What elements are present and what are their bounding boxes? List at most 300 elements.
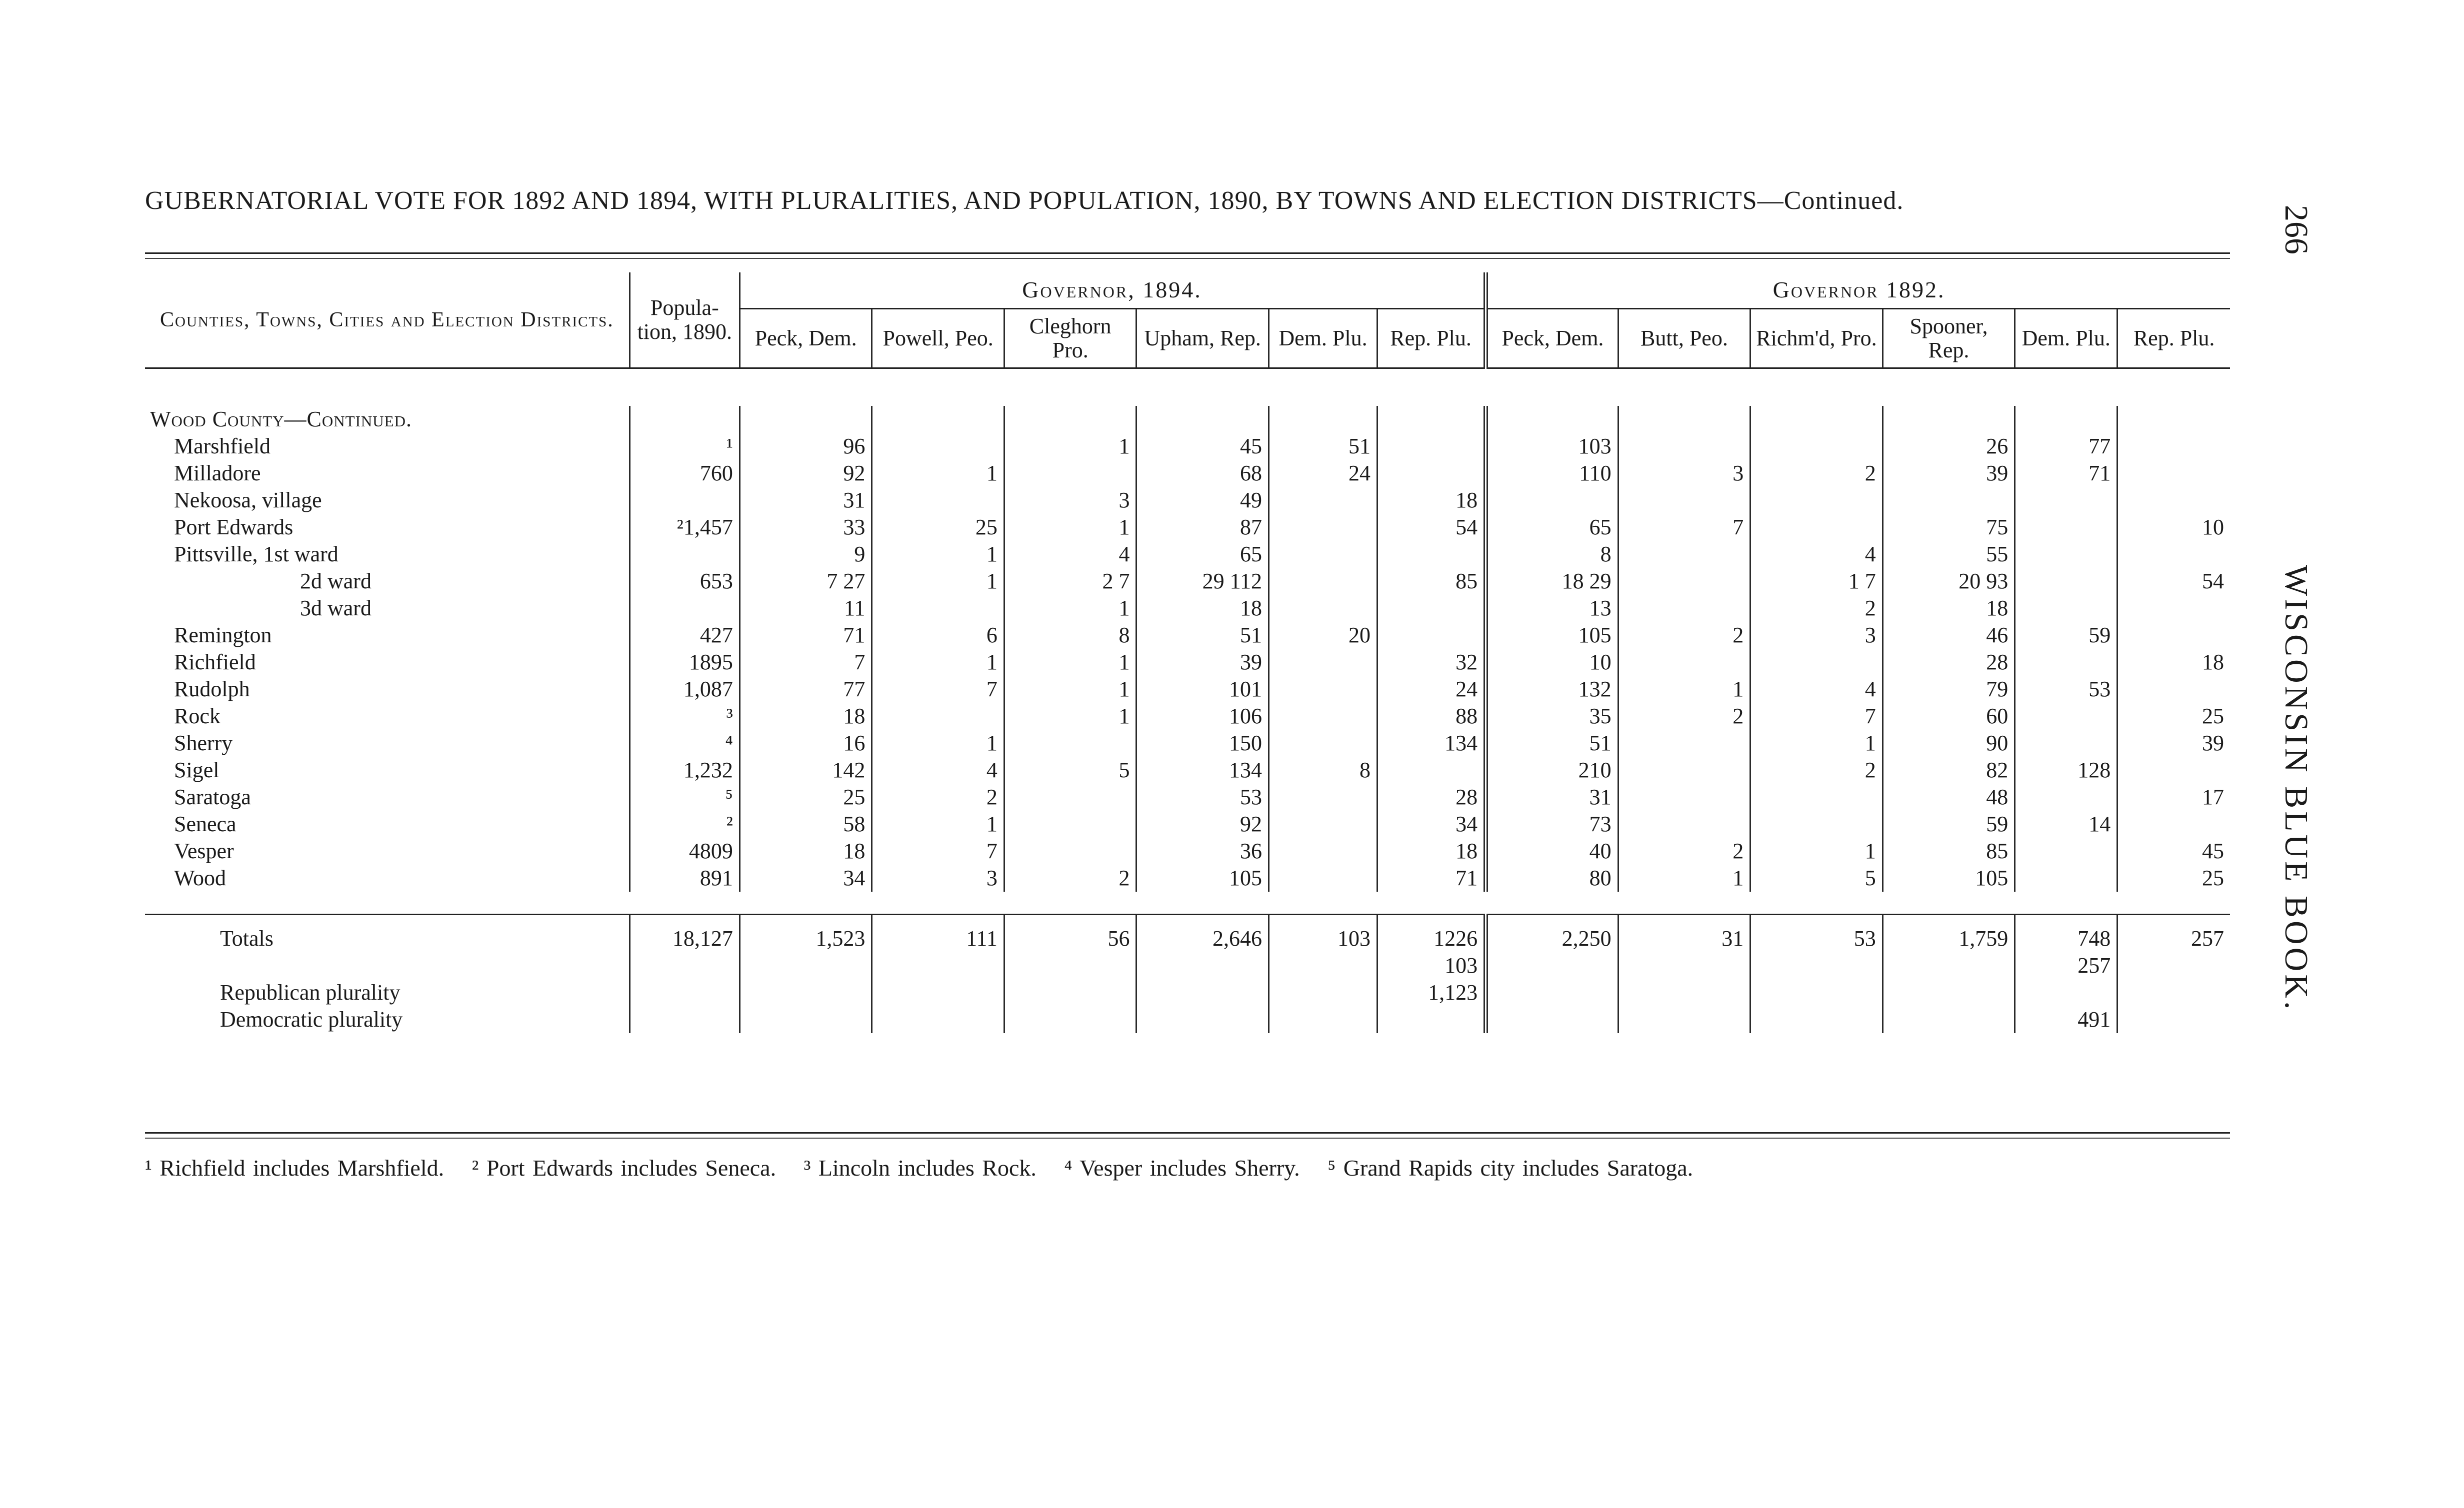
cell-1892-peck: 13 — [1486, 595, 1618, 622]
cell-1892-rep-plu: 45 — [2118, 838, 2230, 865]
row-name: 2d ward — [300, 569, 372, 594]
cell-1892-richmond — [1750, 433, 1883, 460]
cell-1894-dem-plu — [1268, 703, 1377, 730]
cell-1892-peck: 31 — [1486, 784, 1618, 811]
cell-1892-butt — [1618, 784, 1750, 811]
vote-table — [145, 272, 2230, 1033]
cell-1894-cleghorn — [1004, 838, 1136, 865]
page-title: GUBERNATORIAL VOTE FOR 1892 AND 1894, WITH PLURALITIES, AND POPULATION, 1890, BY TOWNS AND ELECTION DISTRICTS—Continued. — [145, 186, 1904, 215]
cell-1892-butt: 2 — [1618, 622, 1750, 649]
cell-1894-dem-plu — [1268, 865, 1377, 892]
cell-1892-peck: 10 — [1486, 649, 1618, 676]
cell-1894-rep-plu: 85 — [1378, 568, 1486, 595]
cell-1894-peck: 71 — [740, 622, 872, 649]
cell-1892-rep-plu — [2118, 487, 2230, 514]
cell-1894-upham: 36 — [1136, 838, 1269, 865]
cell-1892-richmond: 1 — [1750, 838, 1883, 865]
cell-1892-spooner: 105 — [1882, 865, 2015, 892]
cell-1892-peck: 35 — [1486, 703, 1618, 730]
cell-1894-upham: 68 — [1136, 460, 1269, 487]
cell-1894-powell — [872, 433, 1004, 460]
cell-1894-dem-plu — [1268, 514, 1377, 541]
cell-1892-rep-plu — [2118, 622, 2230, 649]
cell-1894-rep-plu: 18 — [1378, 487, 1486, 514]
cell-1894-rep-plu — [1378, 622, 1486, 649]
row-population: 891 — [630, 865, 740, 892]
cell-1892-rep-plu: 25 — [2118, 703, 2230, 730]
cell-1894-cleghorn: 1 — [1004, 649, 1136, 676]
cell-1892-dem-plu: 71 — [2015, 460, 2118, 487]
cell-1894-dem-plu: 51 — [1268, 433, 1377, 460]
cell-1894-rep-plu — [1378, 433, 1486, 460]
cell-1892-dem-plu — [2015, 514, 2118, 541]
row-name: Nekoosa, village — [174, 488, 322, 513]
row-name: Richfield — [174, 650, 256, 675]
cell-1892-dem-plu — [2015, 703, 2118, 730]
cell-1892-richmond: 2 — [1750, 757, 1883, 784]
cell-1892-peck: 51 — [1486, 730, 1618, 757]
row-population: 760 — [630, 460, 740, 487]
cell-1892-peck: 73 — [1486, 811, 1618, 838]
cell-1894-cleghorn: 1 — [1004, 433, 1136, 460]
cell-1892-richmond: 5 — [1750, 865, 1883, 892]
cell-1892-dem-plu — [2015, 487, 2118, 514]
cell-1894-peck: 33 — [740, 514, 872, 541]
spacer-row — [145, 368, 2230, 406]
cell-1894-upham: 45 — [1136, 433, 1269, 460]
cell-1892-spooner: 18 — [1882, 595, 2015, 622]
cell-1894-rep-plu: 34 — [1378, 811, 1486, 838]
cell-1894-cleghorn: 1 — [1004, 676, 1136, 703]
cell-1894-upham: 150 — [1136, 730, 1269, 757]
cell-1892-butt — [1618, 568, 1750, 595]
totals-population: 18,127 — [630, 915, 740, 953]
cell-1892-spooner: 82 — [1882, 757, 2015, 784]
democratic-plurality-row — [145, 1006, 2230, 1033]
republican-plurality-row — [145, 979, 2230, 1006]
totals-row — [145, 915, 2230, 953]
cell-1894-cleghorn: 5 — [1004, 757, 1136, 784]
cell-1894-powell: 1 — [872, 730, 1004, 757]
cell-1892-butt — [1618, 487, 1750, 514]
cell-1894-powell: 1 — [872, 568, 1004, 595]
cell-1894-powell: 6 — [872, 622, 1004, 649]
book-title: WISCONSIN BLUE BOOK. — [2278, 565, 2314, 1013]
cell-1894-rep-plu: 71 — [1378, 865, 1486, 892]
cell-1894-powell: 3 — [872, 865, 1004, 892]
row-name: Seneca — [174, 812, 236, 837]
cell-1892-rep-plu: 54 — [2118, 568, 2230, 595]
total-1894-cleghorn: 56 — [1004, 915, 1136, 953]
cell-1894-rep-plu: 28 — [1378, 784, 1486, 811]
cell-1894-cleghorn: 8 — [1004, 622, 1136, 649]
total-1892-peck: 2,250 — [1486, 915, 1618, 953]
row-name: Saratoga — [174, 785, 251, 810]
cell-1892-richmond: 1 7 — [1750, 568, 1883, 595]
cell-1892-rep-plu — [2118, 811, 2230, 838]
cell-1894-peck: 18 — [740, 703, 872, 730]
total-1894-dem-plu: 103 — [1268, 915, 1377, 953]
cell-1892-richmond — [1750, 811, 1883, 838]
cell-1892-butt: 2 — [1618, 838, 1750, 865]
cell-1894-powell — [872, 487, 1004, 514]
cell-1892-dem-plu: 77 — [2015, 433, 2118, 460]
cell-1892-dem-plu: 59 — [2015, 622, 2118, 649]
cell-1892-spooner: 85 — [1882, 838, 2015, 865]
cell-1894-rep-plu — [1378, 757, 1486, 784]
row-population — [630, 595, 740, 622]
cell-1894-rep-plu — [1378, 460, 1486, 487]
cell-1894-powell: 7 — [872, 676, 1004, 703]
col-1894-cleghorn: Cleghorn Pro. — [1004, 308, 1136, 368]
cell-1894-dem-plu — [1268, 811, 1377, 838]
cell-1894-dem-plu — [1268, 676, 1377, 703]
cell-1892-richmond: 3 — [1750, 622, 1883, 649]
cell-1894-dem-plu: 24 — [1268, 460, 1377, 487]
cell-1892-peck: 65 — [1486, 514, 1618, 541]
col-1892-peck: Peck, Dem. — [1486, 308, 1618, 368]
table-row — [145, 730, 2230, 757]
cell-1892-richmond: 2 — [1750, 460, 1883, 487]
cell-1892-butt — [1618, 730, 1750, 757]
cell-1892-rep-plu: 39 — [2118, 730, 2230, 757]
cell-1894-peck: 7 — [740, 649, 872, 676]
header-row-groups — [145, 272, 2230, 308]
cell-1894-peck: 18 — [740, 838, 872, 865]
cell-1892-spooner: 46 — [1882, 622, 2015, 649]
row-population: ²1,457 — [630, 514, 740, 541]
table-row — [145, 784, 2230, 811]
cell-1892-rep-plu: 25 — [2118, 865, 2230, 892]
cell-1892-richmond — [1750, 784, 1883, 811]
total-1892-richmond: 53 — [1750, 915, 1883, 953]
col-1892-butt: Butt, Peo. — [1618, 308, 1750, 368]
cell-1894-upham: 18 — [1136, 595, 1269, 622]
cell-1894-dem-plu — [1268, 541, 1377, 568]
table-row — [145, 514, 2230, 541]
footnote-2: ² Port Edwards includes Seneca. — [472, 1155, 776, 1181]
cell-1894-powell: 25 — [872, 514, 1004, 541]
table-row — [145, 622, 2230, 649]
cell-1894-powell: 1 — [872, 460, 1004, 487]
cell-1894-cleghorn — [1004, 784, 1136, 811]
cell-1892-butt: 3 — [1618, 460, 1750, 487]
cell-1892-spooner: 79 — [1882, 676, 2015, 703]
cell-1892-spooner: 48 — [1882, 784, 2015, 811]
cell-1894-cleghorn: 1 — [1004, 514, 1136, 541]
cell-1892-dem-plu — [2015, 730, 2118, 757]
row-name: Rock — [174, 704, 220, 729]
table-row — [145, 568, 2230, 595]
row-population: 1,232 — [630, 757, 740, 784]
footnote-3: ³ Lincoln includes Rock. — [804, 1155, 1036, 1181]
cell-1892-richmond: 2 — [1750, 595, 1883, 622]
cell-1894-powell: 4 — [872, 757, 1004, 784]
cell-1892-peck: 80 — [1486, 865, 1618, 892]
cell-1892-rep-plu — [2118, 595, 2230, 622]
cell-1894-powell — [872, 703, 1004, 730]
cell-1892-spooner: 59 — [1882, 811, 2015, 838]
cell-1892-dem-plu — [2015, 784, 2118, 811]
table-row — [145, 811, 2230, 838]
row-population: 427 — [630, 622, 740, 649]
cell-1892-dem-plu — [2015, 568, 2118, 595]
cell-1892-peck: 40 — [1486, 838, 1618, 865]
cell-1894-upham: 53 — [1136, 784, 1269, 811]
footnote-1: ¹ Richfield includes Marshfield. — [145, 1155, 444, 1181]
cell-1892-butt: 7 — [1618, 514, 1750, 541]
area-column-header: Counties, Towns, Cities and Election Districts. — [145, 272, 630, 368]
cell-1894-dem-plu — [1268, 568, 1377, 595]
cell-1894-upham: 49 — [1136, 487, 1269, 514]
row-population: ⁴ — [630, 730, 740, 757]
cell-1894-peck: 92 — [740, 460, 872, 487]
row-population: ⁵ — [630, 784, 740, 811]
cell-1892-spooner: 55 — [1882, 541, 2015, 568]
cell-1894-upham: 51 — [1136, 622, 1269, 649]
cell-1892-richmond: 4 — [1750, 676, 1883, 703]
col-1894-rep-plu: Rep. Plu. — [1378, 308, 1486, 368]
cell-1892-dem-plu: 14 — [2015, 811, 2118, 838]
cell-1894-dem-plu: 20 — [1268, 622, 1377, 649]
cell-1894-upham: 39 — [1136, 649, 1269, 676]
table-body — [145, 368, 2230, 1034]
col-1894-powell: Powell, Peo. — [872, 308, 1004, 368]
cell-1894-rep-plu: 18 — [1378, 838, 1486, 865]
cell-1892-spooner — [1882, 487, 2015, 514]
cell-1894-dem-plu — [1268, 649, 1377, 676]
table-row — [145, 433, 2230, 460]
cell-1894-peck: 96 — [740, 433, 872, 460]
total-1892-dem-plu: 748 — [2015, 915, 2118, 953]
cell-1894-rep-plu: 88 — [1378, 703, 1486, 730]
cell-1892-peck: 105 — [1486, 622, 1618, 649]
totals-subrow — [145, 952, 2230, 979]
cell-1894-upham: 65 — [1136, 541, 1269, 568]
col-1892-spooner: Spooner, Rep. — [1882, 308, 2015, 368]
governor-1894-header: Governor, 1894. — [740, 272, 1486, 308]
cell-1892-dem-plu — [2015, 838, 2118, 865]
cell-1892-richmond: 7 — [1750, 703, 1883, 730]
cell-1894-dem-plu: 8 — [1268, 757, 1377, 784]
cell-1894-cleghorn: 3 — [1004, 487, 1136, 514]
col-1892-rep-plu: Rep. Plu. — [2118, 308, 2230, 368]
cell-1894-upham: 105 — [1136, 865, 1269, 892]
cell-1892-richmond — [1750, 514, 1883, 541]
row-name: Wood — [174, 866, 226, 891]
cell-1894-dem-plu — [1268, 730, 1377, 757]
cell-1892-peck: 210 — [1486, 757, 1618, 784]
republican-plurality-row-value: 1,123 — [1378, 979, 1486, 1006]
republican-plurality-row-label: Republican plurality — [220, 980, 400, 1005]
cell-1892-richmond: 4 — [1750, 541, 1883, 568]
cell-1892-peck: 110 — [1486, 460, 1618, 487]
cell-1892-butt — [1618, 649, 1750, 676]
cell-1892-butt: 1 — [1618, 865, 1750, 892]
table-row — [145, 649, 2230, 676]
cell-1892-dem-plu — [2015, 865, 2118, 892]
row-name: Milladore — [174, 461, 261, 486]
cell-1892-butt — [1618, 433, 1750, 460]
cell-1892-dem-plu — [2015, 541, 2118, 568]
row-name: Vesper — [174, 839, 234, 864]
cell-1894-peck: 9 — [740, 541, 872, 568]
table-row — [145, 865, 2230, 892]
col-1894-dem-plu: Dem. Plu. — [1268, 308, 1377, 368]
cell-1892-rep-plu: 10 — [2118, 514, 2230, 541]
cell-1894-upham: 134 — [1136, 757, 1269, 784]
total-1892-rep-plu: 257 — [2118, 915, 2230, 953]
cell-1892-rep-plu — [2118, 676, 2230, 703]
row-name: Pittsville, 1st ward — [174, 542, 338, 567]
cell-1894-peck: 25 — [740, 784, 872, 811]
cell-1892-richmond — [1750, 649, 1883, 676]
row-name: Rudolph — [174, 677, 250, 702]
cell-1894-dem-plu — [1268, 838, 1377, 865]
cell-1894-cleghorn: 2 7 — [1004, 568, 1136, 595]
cell-1892-butt — [1618, 595, 1750, 622]
col-1892-dem-plu: Dem. Plu. — [2015, 308, 2118, 368]
row-population — [630, 541, 740, 568]
cell-1894-peck: 16 — [740, 730, 872, 757]
cell-1892-dem-plu: 128 — [2015, 757, 2118, 784]
cell-1892-spooner: 26 — [1882, 433, 2015, 460]
row-name: Sigel — [174, 758, 220, 783]
cell-1894-powell: 1 — [872, 649, 1004, 676]
cell-1894-cleghorn: 4 — [1004, 541, 1136, 568]
cell-1892-rep-plu — [2118, 541, 2230, 568]
cell-1892-rep-plu — [2118, 757, 2230, 784]
total-1892-dem-plu-secondary: 257 — [2015, 952, 2118, 979]
table-row — [145, 838, 2230, 865]
gap-row — [145, 892, 2230, 915]
row-name: Marshfield — [174, 434, 271, 459]
cell-1894-rep-plu — [1378, 595, 1486, 622]
row-population: 653 — [630, 568, 740, 595]
cell-1894-powell: 2 — [872, 784, 1004, 811]
cell-1892-peck: 132 — [1486, 676, 1618, 703]
cell-1892-dem-plu — [2015, 649, 2118, 676]
cell-1894-peck: 34 — [740, 865, 872, 892]
cell-1892-spooner: 75 — [1882, 514, 2015, 541]
cell-1894-upham: 92 — [1136, 811, 1269, 838]
total-1894-peck: 1,523 — [740, 915, 872, 953]
cell-1892-spooner: 60 — [1882, 703, 2015, 730]
cell-1892-richmond — [1750, 487, 1883, 514]
col-1894-upham: Upham, Rep. — [1136, 308, 1269, 368]
cell-1892-dem-plu: 53 — [2015, 676, 2118, 703]
cell-1894-cleghorn: 1 — [1004, 595, 1136, 622]
cell-1894-upham: 106 — [1136, 703, 1269, 730]
table-row — [145, 460, 2230, 487]
county-name: Wood County—Continued. — [150, 407, 412, 432]
cell-1894-dem-plu — [1268, 784, 1377, 811]
cell-1892-peck — [1486, 487, 1618, 514]
table-row — [145, 757, 2230, 784]
cell-1894-rep-plu: 32 — [1378, 649, 1486, 676]
row-name: Sherry — [174, 731, 233, 756]
footnote-5: ⁵ Grand Rapids city includes Saratoga. — [1328, 1155, 1694, 1181]
bottom-double-rule — [145, 1132, 2230, 1139]
total-1894-upham: 2,646 — [1136, 915, 1269, 953]
col-1892-richmond: Richm'd, Pro. — [1750, 308, 1883, 368]
cell-1894-rep-plu: 54 — [1378, 514, 1486, 541]
cell-1894-upham: 87 — [1136, 514, 1269, 541]
cell-1894-dem-plu — [1268, 595, 1377, 622]
cell-1894-powell: 1 — [872, 811, 1004, 838]
cell-1892-rep-plu — [2118, 460, 2230, 487]
total-1894-rep-plu-secondary: 103 — [1378, 952, 1486, 979]
cell-1894-rep-plu — [1378, 541, 1486, 568]
governor-1892-header: Governor 1892. — [1486, 272, 2230, 308]
cell-1892-rep-plu — [2118, 433, 2230, 460]
cell-1892-spooner: 20 93 — [1882, 568, 2015, 595]
page-number: 266 — [2278, 205, 2314, 254]
cell-1894-peck: 58 — [740, 811, 872, 838]
row-population: ³ — [630, 703, 740, 730]
cell-1894-rep-plu: 24 — [1378, 676, 1486, 703]
cell-1894-peck: 11 — [740, 595, 872, 622]
col-1894-peck: Peck, Dem. — [740, 308, 872, 368]
cell-1894-rep-plu: 134 — [1378, 730, 1486, 757]
cell-1894-upham: 101 — [1136, 676, 1269, 703]
table-row — [145, 541, 2230, 568]
cell-1894-cleghorn — [1004, 730, 1136, 757]
row-population: 4809 — [630, 838, 740, 865]
cell-1892-butt: 2 — [1618, 703, 1750, 730]
cell-1894-upham: 29 112 — [1136, 568, 1269, 595]
cell-1894-peck: 7 27 — [740, 568, 872, 595]
row-population — [630, 487, 740, 514]
cell-1894-cleghorn: 1 — [1004, 703, 1136, 730]
cell-1894-peck: 77 — [740, 676, 872, 703]
cell-1892-spooner: 90 — [1882, 730, 2015, 757]
cell-1894-cleghorn: 2 — [1004, 865, 1136, 892]
cell-1894-powell: 7 — [872, 838, 1004, 865]
cell-1892-rep-plu: 18 — [2118, 649, 2230, 676]
cell-1894-peck: 142 — [740, 757, 872, 784]
row-name: Port Edwards — [174, 515, 294, 540]
footnotes — [145, 1155, 2245, 1181]
cell-1894-powell — [872, 595, 1004, 622]
cell-1894-dem-plu — [1268, 487, 1377, 514]
table-row — [145, 676, 2230, 703]
top-double-rule — [145, 252, 2230, 259]
cell-1892-butt — [1618, 757, 1750, 784]
cell-1894-cleghorn — [1004, 811, 1136, 838]
democratic-plurality-row-label: Democratic plurality — [220, 1007, 403, 1032]
row-name: 3d ward — [300, 596, 372, 621]
county-row — [145, 406, 2230, 433]
footnote-4: ⁴ Vesper includes Sherry. — [1064, 1155, 1300, 1181]
cell-1894-powell: 1 — [872, 541, 1004, 568]
cell-1892-spooner: 28 — [1882, 649, 2015, 676]
cell-1892-peck: 103 — [1486, 433, 1618, 460]
cell-1892-peck: 18 29 — [1486, 568, 1618, 595]
row-population: ¹ — [630, 433, 740, 460]
totals-label: Totals — [145, 915, 630, 953]
cell-1892-butt — [1618, 811, 1750, 838]
table-row — [145, 487, 2230, 514]
row-population: ² — [630, 811, 740, 838]
total-1892-butt: 31 — [1618, 915, 1750, 953]
total-1892-spooner: 1,759 — [1882, 915, 2015, 953]
cell-1892-dem-plu — [2015, 595, 2118, 622]
total-1894-powell: 111 — [872, 915, 1004, 953]
cell-1892-peck: 8 — [1486, 541, 1618, 568]
cell-1892-butt — [1618, 541, 1750, 568]
total-1894-rep-plu: 1226 — [1378, 915, 1486, 953]
